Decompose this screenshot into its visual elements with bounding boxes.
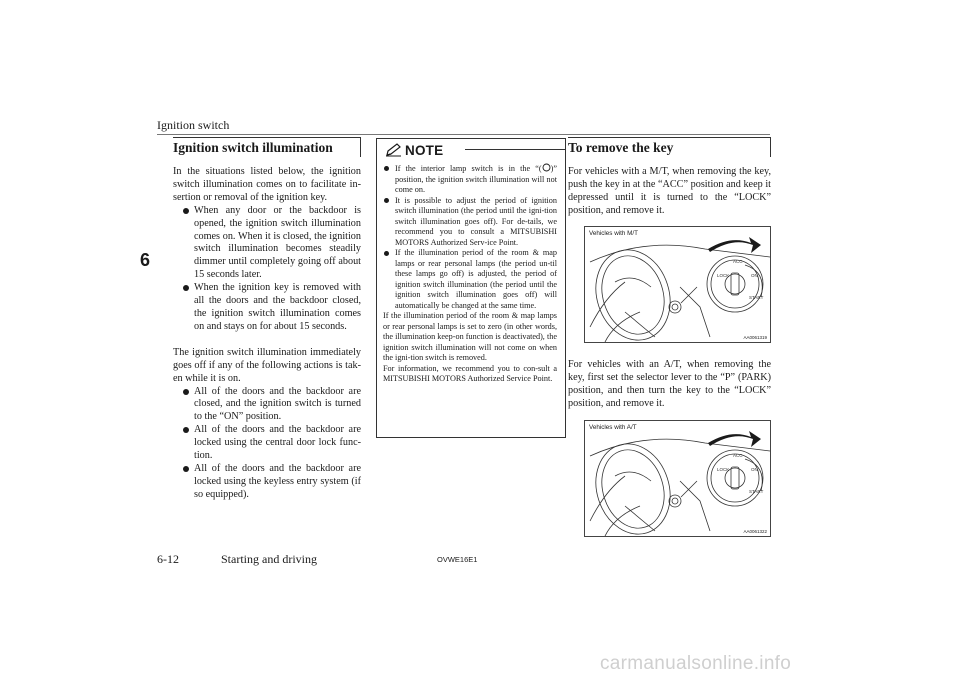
note-box: [376, 138, 566, 438]
list-item: [383, 163, 557, 196]
running-head: Ignition switch: [157, 118, 230, 132]
svg-text:ON: ON: [751, 467, 758, 472]
list-item: If the illumination period of the room & map lamps or rear personal lamps (the period un-til these lamps go off) is adjusted, the period of ignition switch illumination (the period until the ignition switch illumination goes off) will automatically be changed at the same time.: [383, 248, 557, 311]
note-body: [383, 163, 557, 385]
note-paragraph: For information, we recommend you to con-sult a MITSUBISHI MOTORS Authorized Service Point.: [383, 363, 557, 383]
figure-code: AA0061322: [743, 529, 767, 534]
figure-mt: [584, 226, 771, 343]
remove-key-at-text: [568, 359, 771, 411]
note-list: [383, 163, 557, 311]
svg-text:LOCK: LOCK: [717, 467, 730, 472]
svg-text:START: START: [749, 489, 764, 494]
interior-lamp-icon: [542, 163, 551, 172]
figure-at: [584, 420, 771, 537]
note-header: [377, 139, 443, 161]
svg-text:START: START: [749, 295, 764, 300]
chapter-number: 6: [139, 249, 150, 270]
figure-label: Vehicles with M/T: [589, 230, 638, 237]
svg-text:ACC: ACC: [733, 453, 743, 458]
chapter-name: Starting and driving: [221, 552, 317, 566]
illumination-intro: In the situations listed below, the ignition switch illumination comes on to facilitate in-sertion or removal of the ignition key.: [173, 166, 361, 203]
list-item: When the ignition key is removed with all the doors and the backdoor closed, the ignition switch illumination comes on and stays on for about 15 seconds.: [180, 282, 361, 334]
chapter-tab: [0, 240, 150, 280]
steering-wheel-key-illustration: [585, 227, 771, 343]
mt-instructions: For vehicles with a M/T, when removing the key, push the key in at the “ACC” position and keep it depressed until it is turned to the “LOCK” position, and remove it.: [568, 166, 771, 216]
page-number: 6-12: [157, 552, 179, 566]
svg-text:ACC: ACC: [733, 259, 743, 264]
list-item: All of the doors and the backdoor are closed, and the ignition switch is turned to the “ON” position.: [180, 386, 361, 425]
note-bullet1-before: If the interior lamp switch is in the “(: [395, 164, 542, 173]
watermark[interactable]: carmanualsonline.info: [600, 653, 792, 674]
note-bullet1-after: )” position, the ignition switch illumination will not come on.: [395, 164, 557, 194]
list-item: When any door or the backdoor is opened, the ignition switch illumination comes on. When it is closed, the ignition switch illumination becomes steadily dimmer until completely going off about 15 seconds later.: [180, 205, 361, 282]
svg-text:LOCK: LOCK: [717, 273, 730, 278]
svg-text:ON: ON: [751, 273, 758, 278]
list-item: All of the doors and the backdoor are locked using the central door lock func-tion.: [180, 424, 361, 463]
illumination-off-intro: The ignition switch illumination immediately goes off if any of the following actions is tak-en while it is on.: [173, 346, 361, 384]
note-label: NOTE: [405, 142, 444, 158]
section-title-illumination: Ignition switch illumination: [173, 137, 361, 157]
document-code: OVWE16E1: [437, 555, 478, 564]
header-rule: [157, 134, 770, 135]
illumination-off-list: [180, 386, 361, 502]
illumination-text: [173, 166, 361, 502]
list-item: It is possible to adjust the period of ignition switch illumination (the period until the igni-tion switch illumination goes off). For de-tails, we recommend you to consult a MITSUBISHI MOTORS Authorized Serv-ice Point.: [383, 196, 557, 249]
list-item: All of the doors and the backdoor are locked using the keyless entry system (if so equipped).: [180, 463, 361, 502]
note-paragraph: If the illumination period of the room & map lamps or rear personal lamps is set to zero (in other words, the illumination keep-on function is deactivated), the ignition switch illumination will not come on when the igni-tion switch is removed.: [383, 311, 557, 362]
illumination-on-list: [180, 205, 361, 334]
figure-label: Vehicles with A/T: [589, 424, 637, 431]
pencil-icon: [385, 143, 403, 157]
note-rule: [465, 149, 565, 150]
steering-wheel-key-illustration: [585, 421, 771, 537]
remove-key-mt-text: [568, 166, 771, 218]
figure-code: AA0061319: [743, 335, 767, 340]
at-instructions: For vehicles with an A/T, when removing the key, first set the selector lever to the “P” (PARK) position, and then turn the key to the “LOCK” position, and remove it.: [568, 359, 771, 409]
section-title-remove-key: To remove the key: [568, 137, 771, 157]
